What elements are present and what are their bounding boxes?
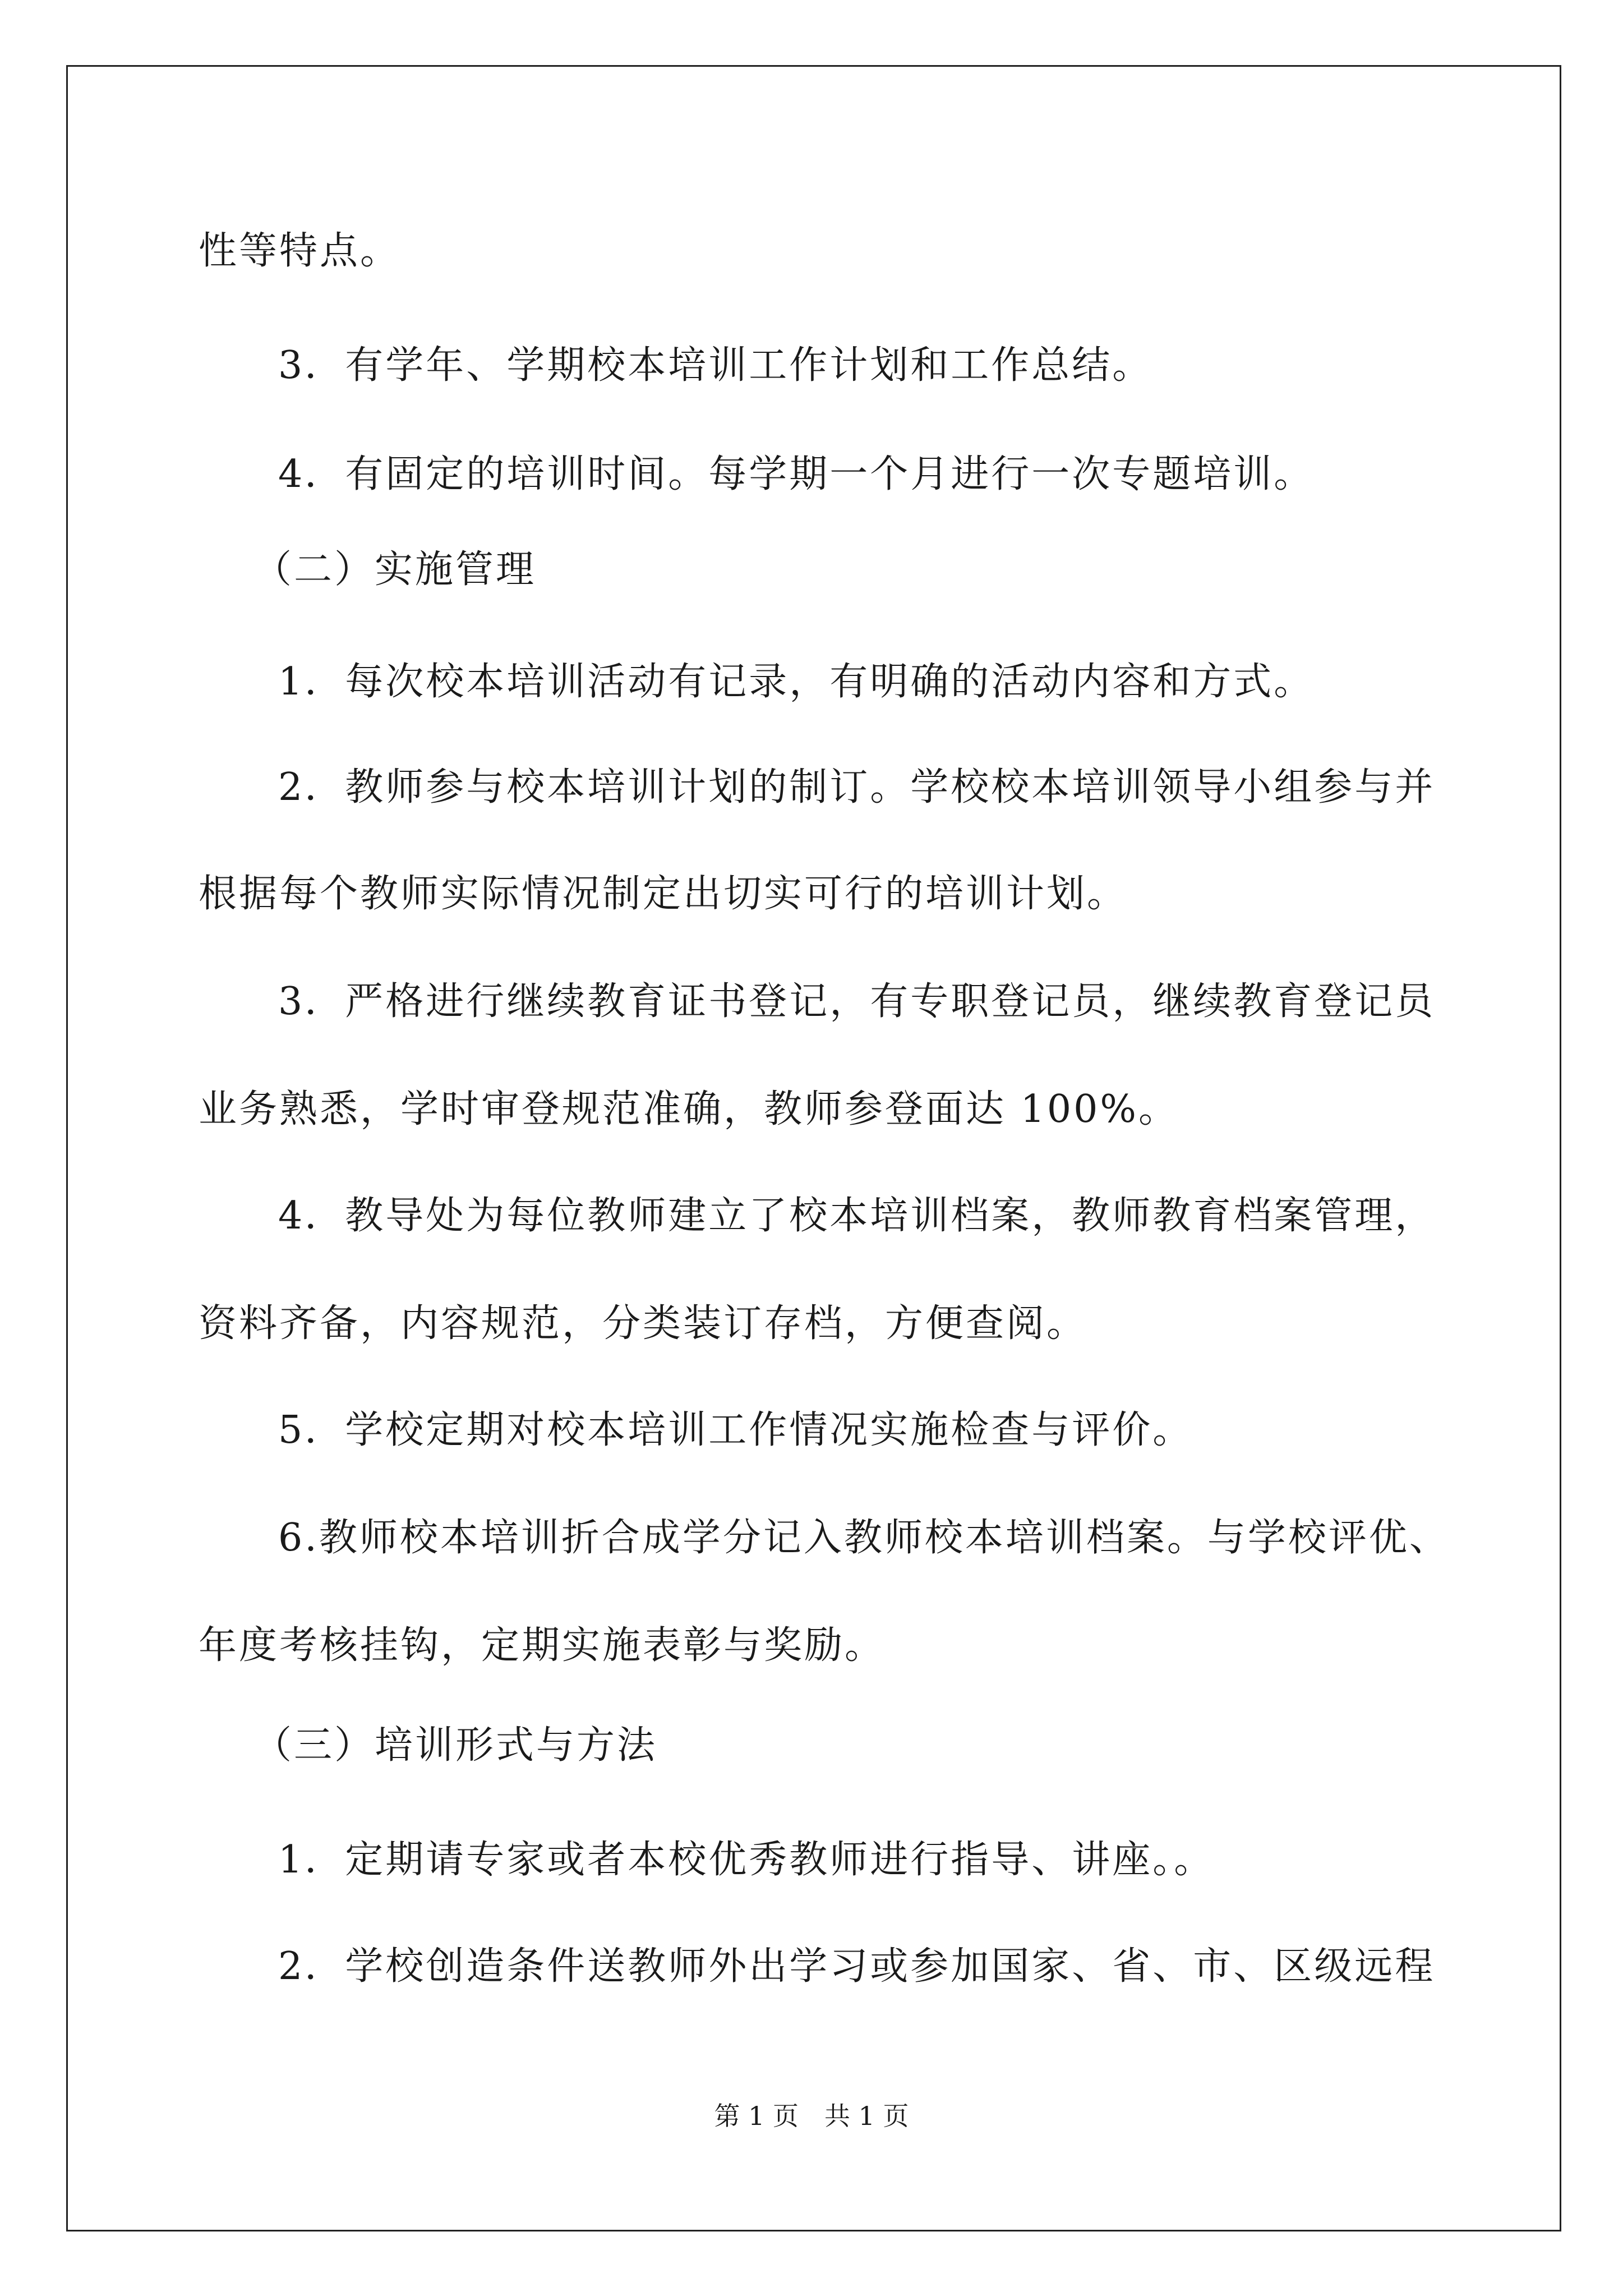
text-line: 性等特点。	[199, 229, 401, 273]
text-line: 4．教导处为每位教师建立了校本培训档案，教师教育档案管理，	[278, 1194, 1436, 1238]
text-line: 3．严格进行继续教育证书登记，有专职登记员，继续教育登记员	[278, 979, 1436, 1024]
text-line: 年度考核挂钩，定期实施表彰与奖励。	[199, 1623, 886, 1668]
text-line: 根据每个教师实际情况制定出切实可行的培训计划。	[199, 872, 1128, 916]
section-heading: （二）实施管理	[253, 547, 537, 592]
text-line: 业务熟悉，学时审登规范准确，教师参登面达 100%。	[199, 1087, 1179, 1131]
text-line: 3．有学年、学期校本培训工作计划和工作总结。	[278, 343, 1153, 388]
text-line: 1．定期请专家或者本校优秀教师进行指导、讲座。。	[278, 1838, 1215, 1882]
text-line: 5．学校定期对校本培训工作情况实施检查与评价。	[278, 1408, 1193, 1452]
page-number-footer: 第 1 页 共 1 页	[714, 2101, 909, 2131]
text-line: 1．每次校本培训活动有记录，有明确的活动内容和方式。	[278, 660, 1315, 704]
text-line: 2．教师参与校本培训计划的制订。学校校本培训领导小组参与并	[278, 765, 1436, 809]
text-line: 2．学校创造条件送教师外出学习或参加国家、省、市、区级远程	[278, 1944, 1436, 1989]
section-heading: （三）培训形式与方法	[253, 1723, 658, 1768]
text-line: 资料齐备，内容规范，分类装订存档，方便查阅。	[199, 1301, 1087, 1346]
text-line: 6.教师校本培训折合成学分记入教师校本培训档案。与学校评优、	[278, 1516, 1450, 1560]
page-border	[66, 65, 1561, 2231]
text-line: 4．有固定的培训时间。每学期一个月进行一次专题培训。	[278, 452, 1315, 496]
